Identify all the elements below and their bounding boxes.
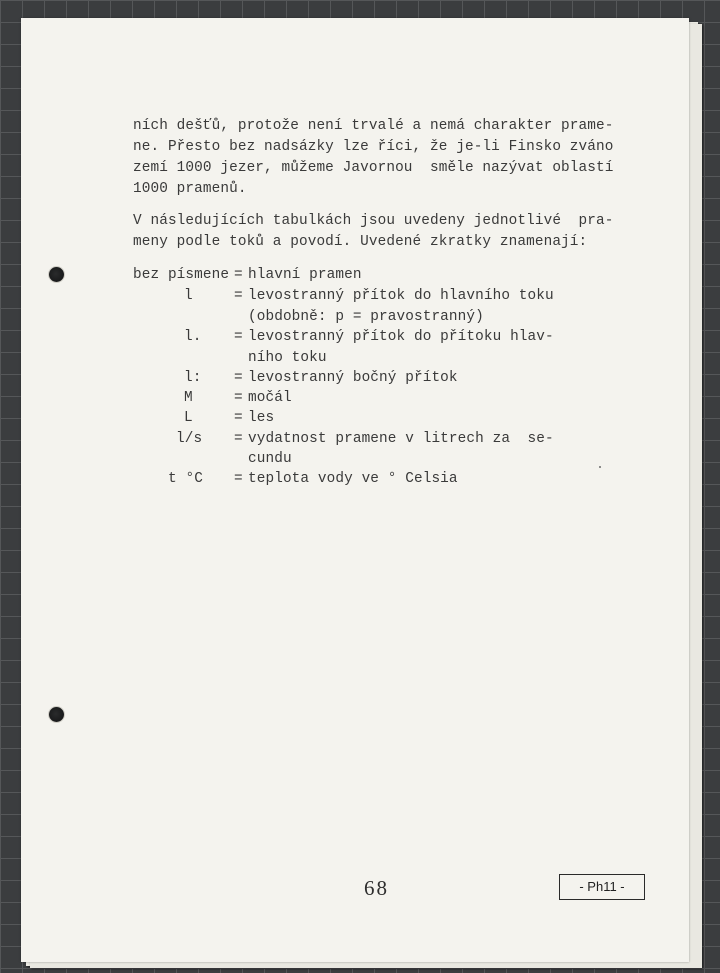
- abbreviation-meaning: les: [248, 410, 275, 426]
- abbreviation-meaning-continued: ního toku: [248, 350, 327, 366]
- abbreviation-meaning: teplota vody ve ° Celsia: [248, 471, 458, 487]
- paragraph-2-line-1: V následujících tabulkách jsou uvedeny jednotlivé pra-: [133, 213, 614, 229]
- abbreviation-key: l/s: [176, 431, 203, 447]
- paragraph-1-line-4: 1000 pramenů.: [133, 181, 247, 197]
- paper-speck: [599, 466, 601, 468]
- abbreviation-meaning: levostranný přítok do přítoku hlav-: [248, 329, 554, 345]
- paragraph-2-line-2: meny podle toků a povodí. Uvedené zkratky znamenají:: [133, 234, 588, 250]
- abbreviation-separator: =: [234, 267, 243, 283]
- abbreviation-separator: =: [234, 410, 243, 426]
- page-number: 68: [364, 876, 389, 900]
- abbreviation-key: L: [184, 410, 193, 426]
- abbreviation-key: l: [184, 288, 193, 304]
- paragraph-1-line-1: ních dešťů, protože není trvalé a nemá charakter prame-: [133, 118, 614, 134]
- abbreviation-meaning: hlavní pramen: [248, 267, 362, 283]
- abbreviation-separator: =: [234, 288, 243, 304]
- abbreviation-meaning: levostranný bočný přítok: [248, 370, 458, 386]
- abbreviation-key: bez písmene: [133, 267, 230, 283]
- punch-hole-top: [49, 267, 64, 282]
- abbreviation-separator: =: [234, 431, 243, 447]
- abbreviation-meaning: vydatnost pramene v litrech za se-: [248, 431, 554, 447]
- abbreviation-meaning-continued: cundu: [248, 451, 292, 467]
- paragraph-1-line-3: zemí 1000 jezer, můžeme Javornou směle nazývat oblastí: [133, 160, 614, 176]
- abbreviation-key: t °C: [168, 471, 203, 487]
- abbreviation-separator: =: [234, 370, 243, 386]
- abbreviation-meaning-continued: (obdobně: p = pravostranný): [248, 309, 484, 325]
- abbreviation-separator: =: [234, 390, 243, 406]
- paragraph-1-line-2: ne. Přesto bez nadsázky lze říci, že je-li Finsko zváno: [133, 139, 614, 155]
- archive-code-box: - Ph11 -: [559, 874, 645, 900]
- abbreviation-key: l.: [184, 329, 202, 345]
- abbreviation-meaning: močál: [248, 390, 292, 406]
- abbreviation-key: l:: [184, 370, 202, 386]
- abbreviation-meaning: levostranný přítok do hlavního toku: [248, 288, 554, 304]
- abbreviation-separator: =: [234, 471, 243, 487]
- document-page: [21, 18, 689, 962]
- abbreviation-key: M: [184, 390, 193, 406]
- punch-hole-bottom: [49, 707, 64, 722]
- abbreviation-separator: =: [234, 329, 243, 345]
